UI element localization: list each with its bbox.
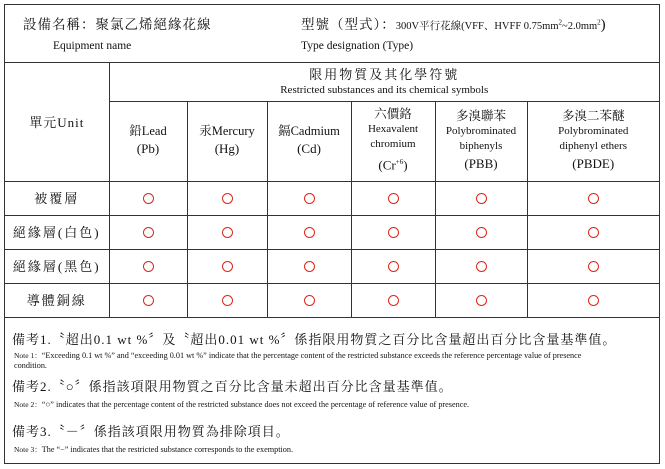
row-label: 絕緣層(黑色) xyxy=(5,249,109,283)
substance-header-pbb: 多溴聯苯 Polybrominated biphenyls (PBB) xyxy=(435,101,527,181)
restricted-substances-header: 限用物質及其化學符號 Restricted substances and its chemical symbols xyxy=(109,63,659,101)
presence-mark xyxy=(187,283,267,317)
note-2-zh: 備考2.〝○〞係指該項限用物質之百分比含量未超出百分比含量基準值。 xyxy=(12,379,453,394)
presence-mark xyxy=(351,283,435,317)
presence-mark xyxy=(527,283,659,317)
presence-mark xyxy=(109,249,187,283)
presence-mark xyxy=(435,283,527,317)
presence-mark xyxy=(267,249,351,283)
type-designation-label: 型號（型式）： xyxy=(301,17,396,32)
presence-mark xyxy=(435,215,527,249)
presence-mark xyxy=(267,215,351,249)
equipment-name-label: 設備名稱：聚氯乙烯絕緣花線 xyxy=(23,17,212,32)
table-row xyxy=(5,249,659,283)
presence-mark xyxy=(109,283,187,317)
presence-mark xyxy=(351,215,435,249)
substance-header-pbde: 多溴二苯醚 Polybrominated diphenyl ethers (PBDE) xyxy=(527,101,659,181)
presence-mark xyxy=(527,181,659,215)
note-3-zh: 備考3.〝－〞係指該項限用物質為排除項目。 xyxy=(12,424,290,439)
table-row xyxy=(5,283,659,317)
note-1-zh: 備考1.〝超出0.1 wt %〞及〝超出0.01 wt %〞係指限用物質之百分比含量超出百分比含量基準值。 xyxy=(12,332,617,347)
note-3-en: Note 3：The “−” indicates that the restricted substance corresponds to the exemption. xyxy=(14,445,294,454)
presence-mark xyxy=(187,181,267,215)
presence-mark xyxy=(351,181,435,215)
substance-header-cadmium: 鎘Cadmium (Cd) xyxy=(267,101,351,181)
table-row xyxy=(5,181,659,215)
row-label: 絕緣層(白色) xyxy=(5,215,109,249)
type-designation-label-en: Type designation (Type) xyxy=(301,40,414,52)
row-label: 導體銅線 xyxy=(5,283,109,317)
substance-table xyxy=(5,63,659,318)
substance-header-mercury: 汞Mercury (Hg) xyxy=(187,101,267,181)
rohs-declaration-form xyxy=(4,4,660,464)
presence-mark xyxy=(267,283,351,317)
type-designation: 型號（型式）：300V平行花線(VFF、HVFF $0.75mm^2\sim 2.0mm^2$) xyxy=(301,17,607,33)
substance-header-hexavalent-chromium: 六價鉻 Hexavalent chromium $(Cr^{+6})$ xyxy=(351,101,435,181)
presence-mark xyxy=(267,181,351,215)
form-header xyxy=(5,5,659,63)
unit-header: 單元Unit xyxy=(5,63,109,181)
presence-mark xyxy=(527,249,659,283)
table-row xyxy=(5,215,659,249)
notes-section xyxy=(5,321,659,463)
presence-mark xyxy=(435,181,527,215)
row-label: 被覆層 xyxy=(5,181,109,215)
equipment-name-label-en: Equipment name xyxy=(53,40,132,52)
substance-header-lead: 鉛Lead (Pb) xyxy=(109,101,187,181)
note-2-en: Note 2：“○” indicates that the percentage content of the restricted substance does not exceed the percentage of reference value of presence. xyxy=(14,400,470,409)
presence-mark xyxy=(435,249,527,283)
presence-mark xyxy=(187,215,267,249)
presence-mark xyxy=(187,249,267,283)
presence-mark xyxy=(109,215,187,249)
type-designation-value: 300V平行花線(VFF、HVFF $0.75mm^2\sim 2.0mm^2$ xyxy=(395,18,601,32)
presence-mark xyxy=(527,215,659,249)
presence-mark xyxy=(109,181,187,215)
note-1-en: Note 1：“Exceeding 0.1 wt %” and “exceeding 0.01 wt %” indicate that the percentage content of the restricted substance exceeds the reference percentage value of presence condition. xyxy=(14,351,582,370)
presence-mark xyxy=(351,249,435,283)
